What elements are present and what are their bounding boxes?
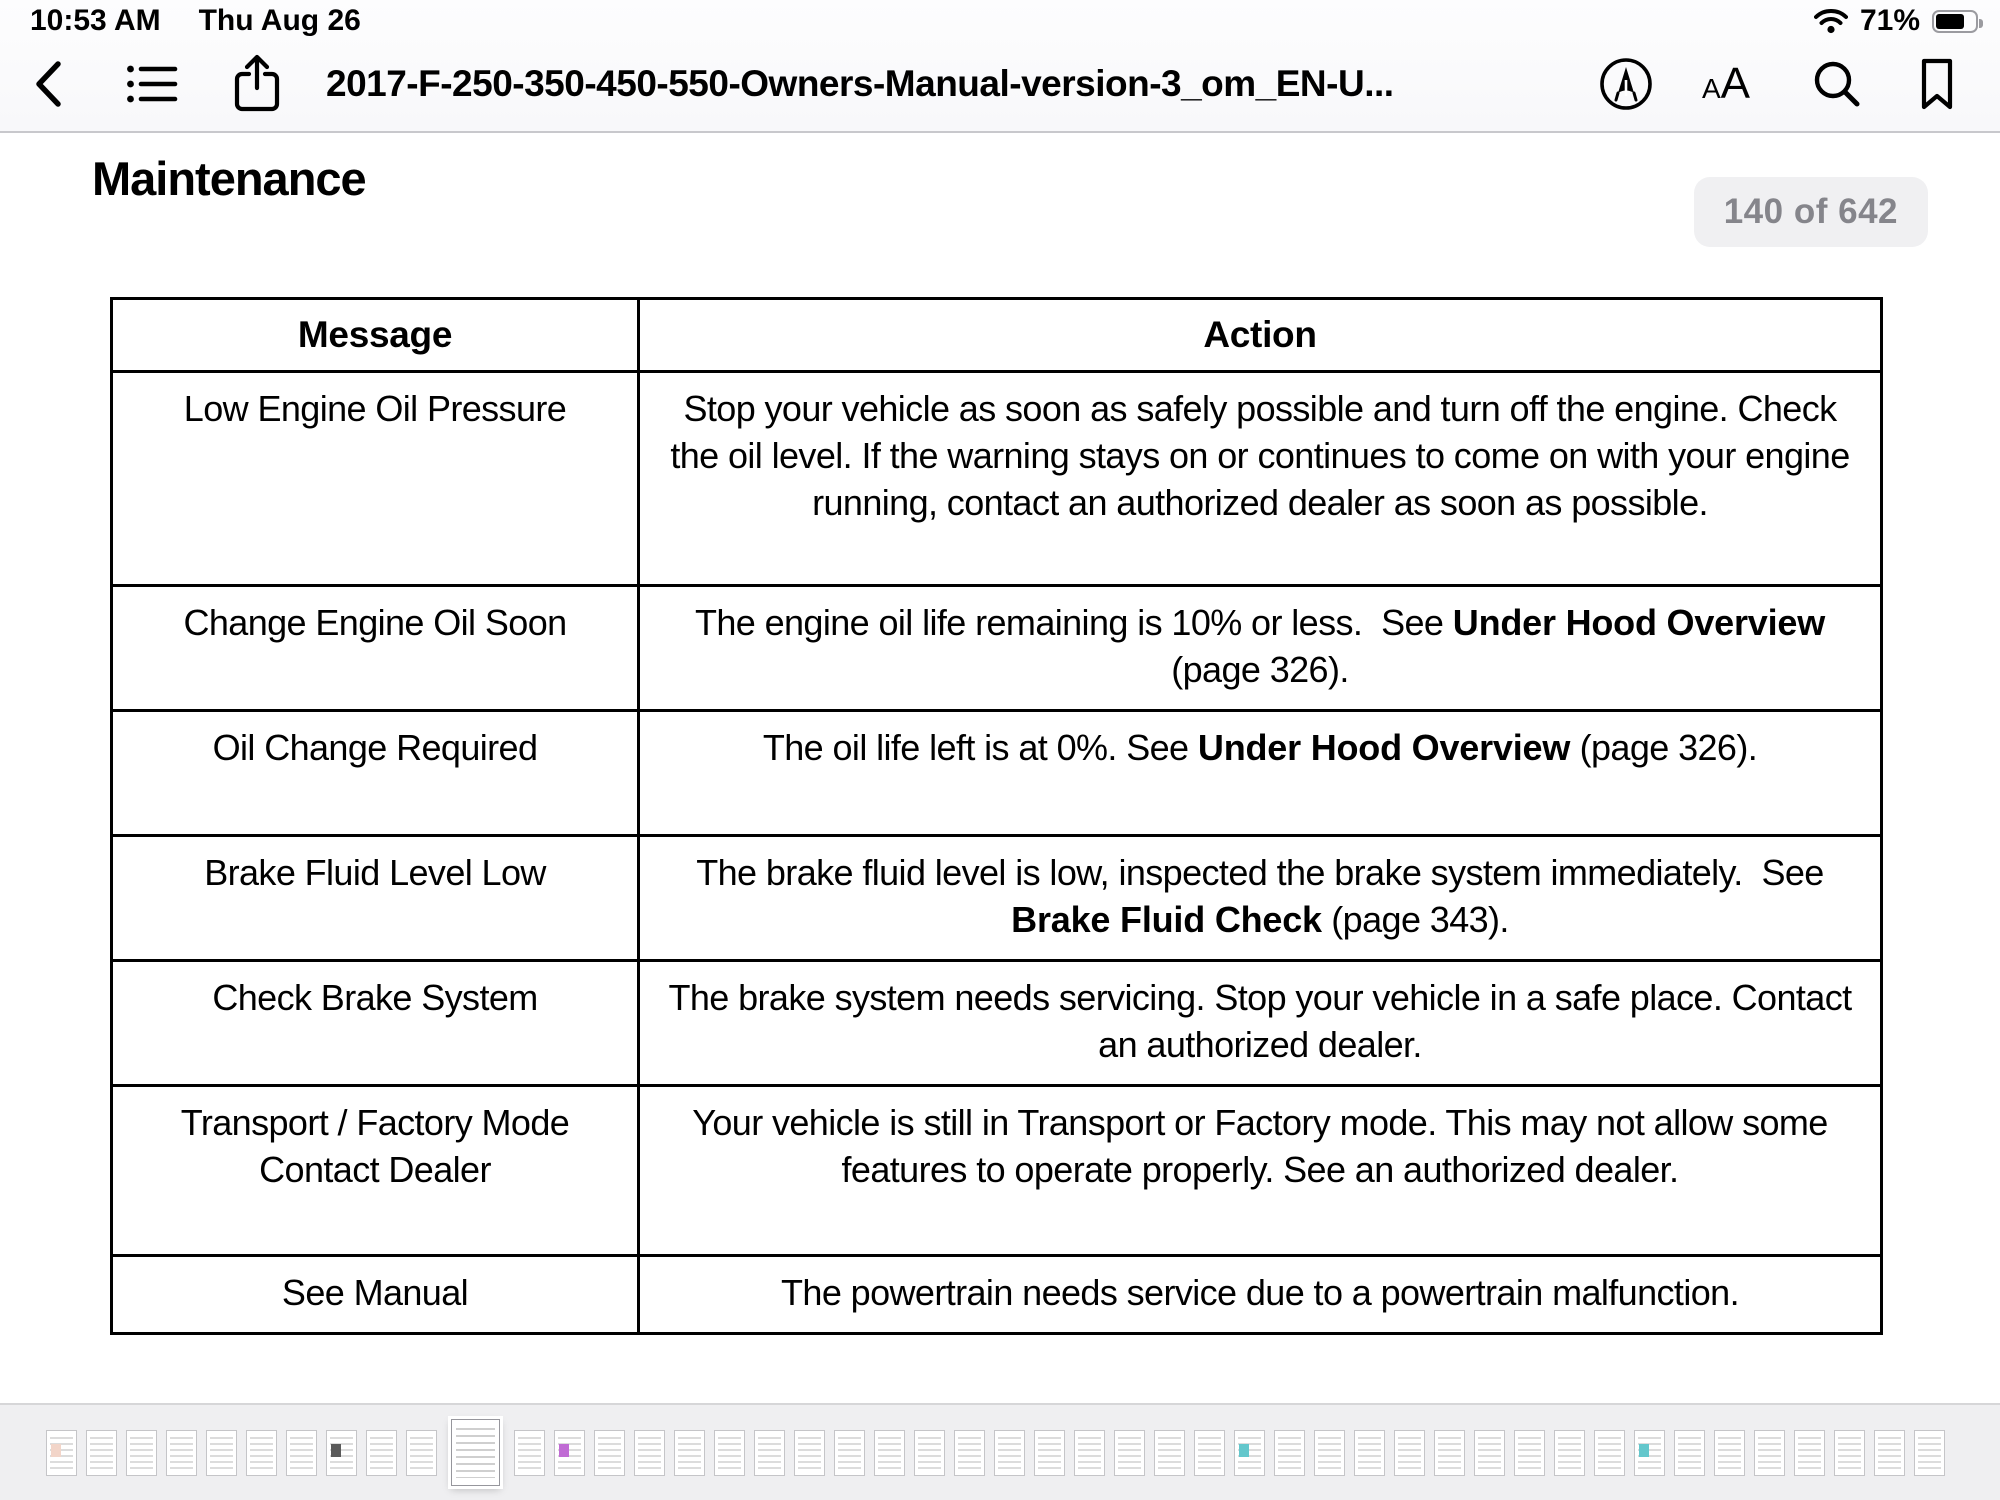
page-thumbnail[interactable] bbox=[794, 1430, 825, 1476]
page-thumbnail-strip[interactable] bbox=[0, 1403, 2000, 1500]
toolbar bbox=[0, 38, 2000, 130]
column-header-action: Action bbox=[639, 299, 1882, 372]
action-reference: Brake Fluid Check bbox=[1011, 899, 1322, 940]
page-thumbnail[interactable] bbox=[1434, 1430, 1465, 1476]
page-thumbnail-selected[interactable] bbox=[451, 1419, 500, 1486]
page-thumbnail[interactable] bbox=[86, 1430, 117, 1476]
battery-percent: 71% bbox=[1859, 4, 1920, 37]
page-thumbnail[interactable] bbox=[1514, 1430, 1545, 1476]
status-left bbox=[30, 4, 361, 38]
action-cell bbox=[639, 1256, 1882, 1334]
page-thumbnail[interactable] bbox=[1554, 1430, 1585, 1476]
thumbnail-accent bbox=[1639, 1444, 1649, 1457]
page-thumbnail[interactable] bbox=[1754, 1430, 1785, 1476]
status-date: Thu Aug 26 bbox=[198, 4, 361, 37]
page-thumbnail[interactable] bbox=[1794, 1430, 1825, 1476]
page-thumbnail[interactable] bbox=[1834, 1430, 1865, 1476]
action-cell bbox=[639, 372, 1882, 586]
message-cell: Change Engine Oil Soon bbox=[112, 586, 639, 711]
document-title: 2017-F-250-350-450-550-Owners-Manual-version-3_om_EN-U... bbox=[326, 63, 1394, 104]
document-page[interactable] bbox=[0, 135, 2000, 1403]
clock: 10:53 AM bbox=[30, 4, 161, 37]
table-row bbox=[112, 961, 1882, 1086]
page-thumbnail[interactable] bbox=[834, 1430, 865, 1476]
thumbnail-accent bbox=[51, 1444, 61, 1457]
page-thumbnail[interactable] bbox=[1154, 1430, 1185, 1476]
message-cell: Transport / Factory Mode Contact Dealer bbox=[112, 1086, 639, 1256]
page-thumbnail[interactable] bbox=[206, 1430, 237, 1476]
wifi-icon bbox=[1814, 8, 1848, 34]
page-thumbnail[interactable] bbox=[914, 1430, 945, 1476]
action-cell bbox=[639, 961, 1882, 1086]
table-header-row bbox=[112, 299, 1882, 372]
page-thumbnail[interactable] bbox=[554, 1430, 585, 1476]
page-thumbnail[interactable] bbox=[954, 1430, 985, 1476]
page-thumbnail[interactable] bbox=[366, 1430, 397, 1476]
thumbnail-accent bbox=[559, 1444, 569, 1457]
font-small-glyph: A bbox=[1701, 73, 1721, 104]
list-bullets-icon bbox=[126, 62, 178, 106]
page-thumbnail[interactable] bbox=[1234, 1430, 1265, 1476]
action-text: The brake system needs servicing. Stop your vehicle in a safe place. Contact an authorized dealer. bbox=[668, 977, 1861, 1065]
action-reference: Under Hood Overview bbox=[1452, 602, 1826, 643]
table-row bbox=[112, 372, 1882, 586]
page-thumbnail[interactable] bbox=[1274, 1430, 1305, 1476]
action-text: The brake fluid level is low, inspected the brake system immediately. See bbox=[696, 852, 1834, 893]
action-cell bbox=[639, 711, 1882, 836]
share-button[interactable] bbox=[234, 54, 280, 114]
action-text: The powertrain needs service due to a powertrain malfunction. bbox=[781, 1272, 1739, 1313]
table-row bbox=[112, 1086, 1882, 1256]
battery-nub bbox=[1979, 19, 1983, 28]
page-thumbnail[interactable] bbox=[634, 1430, 665, 1476]
page-heading: Maintenance bbox=[92, 152, 366, 205]
page-thumbnail[interactable] bbox=[594, 1430, 625, 1476]
page-thumbnail[interactable] bbox=[1034, 1430, 1065, 1476]
action-text: Stop your vehicle as soon as safely possible and turn off the engine. Check the oil level. If the warning stays on or continues to come on with your engine running, contact an authorized dealer as soon as possible. bbox=[670, 388, 1860, 523]
column-header-message: Message bbox=[112, 299, 639, 372]
action-text: Your vehicle is still in Transport or Factory mode. This may not allow some features to operate properly. See an authorized dealer. bbox=[692, 1102, 1838, 1190]
action-reference: Under Hood Overview bbox=[1197, 727, 1571, 768]
bookmark-button[interactable] bbox=[1918, 57, 1956, 111]
page-number-indicator: 140 of 642 bbox=[1694, 177, 1928, 247]
page-thumbnail[interactable] bbox=[1194, 1430, 1225, 1476]
font-large-glyph: A bbox=[1720, 59, 1750, 108]
battery-icon bbox=[1932, 10, 1978, 33]
status-right bbox=[1814, 4, 1978, 38]
table-row bbox=[112, 711, 1882, 836]
page-thumbnail[interactable] bbox=[1474, 1430, 1505, 1476]
pen-in-circle-icon bbox=[1598, 56, 1654, 112]
action-text: The engine oil life remaining is 10% or less. See bbox=[694, 602, 1453, 643]
thumbnail-accent bbox=[1239, 1444, 1249, 1457]
table-row bbox=[112, 836, 1882, 961]
page-thumbnail[interactable] bbox=[1114, 1430, 1145, 1476]
page-thumbnail[interactable] bbox=[1674, 1430, 1705, 1476]
maintenance-table bbox=[110, 297, 1883, 1335]
back-button[interactable] bbox=[30, 56, 66, 112]
action-cell bbox=[639, 836, 1882, 961]
action-text: (page 326). bbox=[1171, 602, 1835, 690]
contents-button[interactable] bbox=[126, 62, 178, 106]
page-thumbnail[interactable] bbox=[166, 1430, 197, 1476]
page-thumbnail[interactable] bbox=[1874, 1430, 1905, 1476]
action-cell bbox=[639, 586, 1882, 711]
thumbnail-accent bbox=[331, 1444, 341, 1457]
page-thumbnail[interactable] bbox=[246, 1430, 277, 1476]
chevron-left-icon bbox=[30, 56, 66, 112]
top-chrome bbox=[0, 0, 2000, 133]
page-thumbnail[interactable] bbox=[1354, 1430, 1385, 1476]
page-thumbnail[interactable] bbox=[754, 1430, 785, 1476]
page-thumbnail[interactable] bbox=[326, 1430, 357, 1476]
message-cell: Brake Fluid Level Low bbox=[112, 836, 639, 961]
page-thumbnail[interactable] bbox=[1314, 1430, 1345, 1476]
page-thumbnail[interactable] bbox=[1594, 1430, 1625, 1476]
table-row bbox=[112, 586, 1882, 711]
page-thumbnail[interactable] bbox=[1714, 1430, 1745, 1476]
page-thumbnail[interactable] bbox=[874, 1430, 905, 1476]
page-thumbnail[interactable] bbox=[1074, 1430, 1105, 1476]
page-thumbnail[interactable] bbox=[514, 1430, 545, 1476]
page-thumbnail[interactable] bbox=[406, 1430, 437, 1476]
page-thumbnail[interactable] bbox=[994, 1430, 1025, 1476]
action-text: (page 343). bbox=[1321, 899, 1509, 940]
page-thumbnail[interactable] bbox=[1914, 1430, 1945, 1476]
page-thumbnail[interactable] bbox=[126, 1430, 157, 1476]
share-icon bbox=[234, 54, 280, 114]
action-cell bbox=[639, 1086, 1882, 1256]
text-settings-button[interactable] bbox=[1702, 59, 1750, 109]
battery-fill bbox=[1936, 14, 1964, 29]
message-cell: Oil Change Required bbox=[112, 711, 639, 836]
page-thumbnail[interactable] bbox=[714, 1430, 745, 1476]
message-cell: Low Engine Oil Pressure bbox=[112, 372, 639, 586]
page-thumbnail[interactable] bbox=[1394, 1430, 1425, 1476]
message-cell: See Manual bbox=[112, 1256, 639, 1334]
status-bar bbox=[30, 4, 1978, 38]
action-text: The oil life left is at 0%. See bbox=[762, 727, 1198, 768]
page-thumbnail[interactable] bbox=[286, 1430, 317, 1476]
bookmark-icon bbox=[1918, 57, 1956, 111]
action-text: (page 326). bbox=[1570, 727, 1758, 768]
page-thumbnail[interactable] bbox=[674, 1430, 705, 1476]
page-thumbnail[interactable] bbox=[46, 1430, 77, 1476]
table-row bbox=[112, 1256, 1882, 1334]
page-thumbnail[interactable] bbox=[1634, 1430, 1665, 1476]
markup-button[interactable] bbox=[1598, 56, 1654, 112]
search-button[interactable] bbox=[1812, 59, 1862, 109]
search-icon bbox=[1812, 59, 1862, 109]
message-cell: Check Brake System bbox=[112, 961, 639, 1086]
